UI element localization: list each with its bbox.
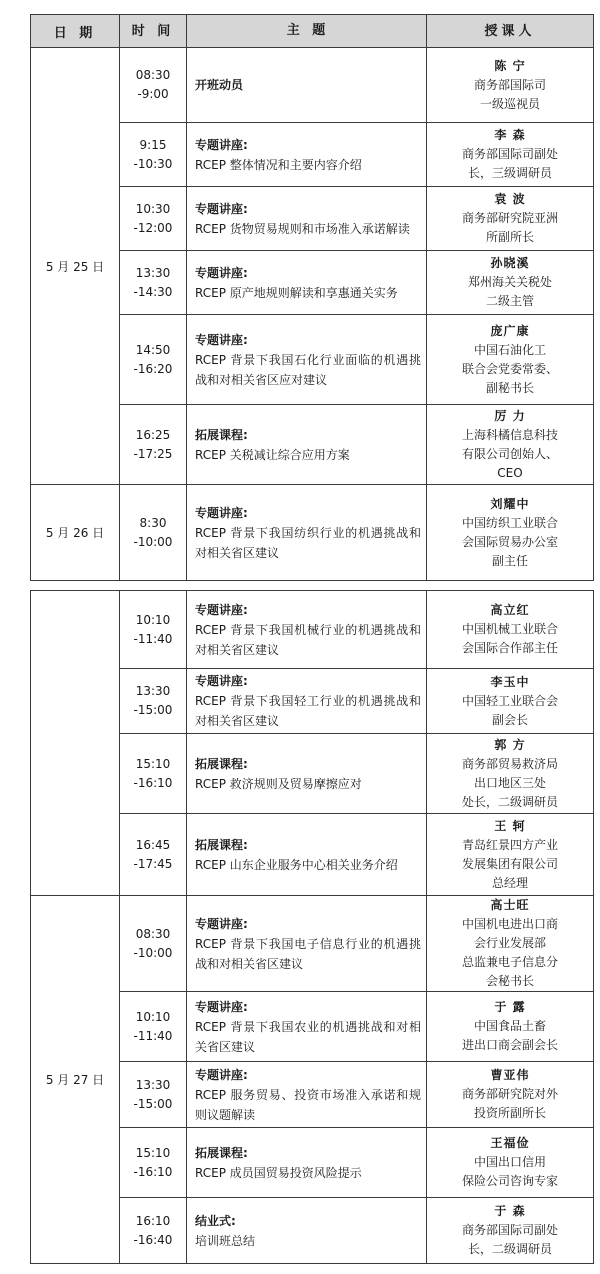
time-end: -10:00: [133, 534, 173, 549]
speaker-line: 会国际贸易办公室: [461, 534, 558, 549]
topic-cell: [187, 48, 427, 123]
topic-text: RCEP 成员国贸易投资风险提示: [195, 1165, 362, 1180]
time-cell: [120, 591, 187, 669]
speaker-line: 商务部研究院对外: [461, 1087, 558, 1101]
topic-kind: 专题讲座:: [195, 265, 248, 280]
speaker-name: 王福俭: [490, 1136, 530, 1150]
topic-kind: 专题讲座:: [195, 674, 248, 688]
speaker-name: 刘耀中: [490, 496, 530, 511]
speaker-line: 商务部国际司副处: [461, 147, 558, 161]
header-speaker: 授课人: [427, 15, 594, 48]
date-cell: 5 月 25 日: [31, 48, 120, 485]
topic-kind: 专题讲座:: [195, 332, 248, 347]
speaker-cell: [427, 1062, 594, 1128]
time-cell: [120, 896, 187, 992]
time-end: -17:25: [133, 446, 173, 461]
topic-text: RCEP 背景下我国农业的机遇挑战和对相关省区建议: [195, 1019, 421, 1054]
time-end: -17:45: [133, 856, 173, 871]
speaker-name: 高士旺: [490, 898, 530, 912]
time-cell: [120, 251, 187, 315]
speaker-line: 商务部国际司副处: [461, 1223, 558, 1237]
topic-kind: 专题讲座:: [195, 137, 248, 152]
time-end: -10:00: [133, 945, 173, 960]
speaker-line: 中国石油化工: [473, 342, 546, 357]
time-end: -16:10: [133, 1164, 173, 1179]
time-start: 15:10: [135, 756, 171, 771]
topic-text: RCEP 背景下我国纺织行业的机遇挑战和对相关省区建议: [195, 525, 421, 560]
speaker-cell: [427, 315, 594, 405]
time-cell: [120, 1062, 187, 1128]
time-start: 9:15: [139, 137, 167, 152]
time-start: 10:30: [135, 201, 171, 216]
schedule-table-part1: [30, 14, 594, 581]
speaker-cell: [427, 814, 594, 896]
topic-cell: [187, 315, 427, 405]
topic-cell: [187, 669, 427, 734]
table-row: [31, 485, 594, 581]
topic-text: RCEP 背景下我国机械行业的机遇挑战和对相关省区建议: [195, 622, 421, 657]
speaker-line: 保险公司咨询专家: [461, 1174, 558, 1188]
topic-kind: 专题讲座:: [195, 505, 248, 520]
speaker-line: 商务部研究院亚洲: [461, 211, 558, 225]
speaker-line: 总经理: [491, 875, 528, 890]
speaker-line: 处长，二级调研员: [461, 794, 558, 809]
topic-text: 开班动员: [195, 78, 244, 92]
speaker-line: 青岛红景四方产业: [461, 837, 558, 852]
table-row: [31, 48, 594, 123]
speaker-line: 二级主管: [485, 294, 534, 308]
time-end: -11:40: [133, 1028, 173, 1043]
speaker-line: 联合会党委常委、: [461, 361, 558, 376]
speaker-name: 王 轲: [494, 818, 526, 833]
speaker-name: 陈 宁: [494, 58, 526, 73]
time-cell: [120, 123, 187, 187]
time-cell: [120, 485, 187, 581]
time-cell: [120, 814, 187, 896]
time-start: 15:10: [135, 1145, 171, 1160]
speaker-line: 所副所长: [485, 230, 534, 244]
speaker-cell: [427, 669, 594, 734]
topic-text: RCEP 背景下我国石化行业面临的机遇挑战和对相关省区应对建议: [195, 352, 421, 387]
speaker-cell: [427, 123, 594, 187]
time-end: -16:10: [133, 775, 173, 790]
time-end: -11:40: [133, 631, 173, 646]
header-time: 时 间: [120, 15, 187, 48]
topic-cell: [187, 405, 427, 485]
speaker-name: 曹亚伟: [490, 1068, 530, 1082]
time-end: -16:20: [133, 361, 173, 376]
header-date: 日 期: [31, 15, 120, 48]
time-cell: [120, 48, 187, 123]
time-start: 16:45: [135, 837, 171, 852]
topic-cell: [187, 896, 427, 992]
speaker-line: CEO: [497, 465, 523, 480]
speaker-name: 孙晓溪: [490, 256, 530, 270]
topic-cell: [187, 814, 427, 896]
time-cell: [120, 187, 187, 251]
topic-kind: 专题讲座:: [195, 916, 248, 931]
topic-kind: 专题讲座:: [195, 999, 248, 1014]
topic-kind: 拓展课程:: [195, 837, 248, 852]
topic-text: RCEP 原产地规则解读和享惠通关实务: [195, 285, 398, 300]
speaker-line: 中国轻工业联合会: [461, 693, 558, 708]
time-cell: [120, 1198, 187, 1264]
time-end: -15:00: [133, 703, 173, 717]
speaker-line: 投资所副所长: [473, 1106, 546, 1120]
speaker-line: 长，三级调研员: [467, 166, 552, 180]
speaker-line: 进出口商会副会长: [461, 1038, 558, 1052]
table-row: [31, 591, 594, 669]
topic-kind: 拓展课程:: [195, 1145, 248, 1160]
topic-cell: [187, 1062, 427, 1128]
time-end: -16:40: [133, 1232, 173, 1247]
time-start: 8:30: [139, 515, 167, 530]
time-start: 16:10: [135, 1213, 171, 1228]
time-cell: [120, 315, 187, 405]
time-cell: [120, 1128, 187, 1198]
time-end: -14:30: [133, 284, 173, 299]
topic-cell: [187, 992, 427, 1062]
speaker-line: 上海科橘信息科技: [461, 427, 558, 442]
time-start: 16:25: [135, 427, 171, 442]
time-cell: [120, 405, 187, 485]
time-end: -12:00: [133, 220, 173, 235]
speaker-name: 李玉中: [490, 674, 530, 689]
topic-kind: 拓展课程:: [195, 756, 248, 771]
speaker-line: 出口地区三处: [473, 775, 546, 790]
time-start: 13:30: [135, 684, 171, 698]
topic-text: RCEP 服务贸易、投资市场准入承诺和规则议题解读: [195, 1087, 421, 1122]
time-end: -10:30: [133, 156, 173, 171]
topic-cell: [187, 591, 427, 669]
time-cell: [120, 992, 187, 1062]
topic-text: 培训班总结: [195, 1233, 256, 1248]
schedule-table-part2: [30, 590, 594, 1264]
time-start: 14:50: [135, 342, 171, 357]
speaker-line: 中国出口信用: [473, 1155, 546, 1169]
topic-cell: [187, 1198, 427, 1264]
speaker-line: 中国食品土畜: [473, 1019, 546, 1033]
time-end: -15:00: [133, 1096, 173, 1111]
speaker-line: 中国纺织工业联合: [461, 515, 558, 530]
speaker-cell: [427, 591, 594, 669]
date-cell: [31, 591, 120, 896]
speaker-name: 高立红: [490, 603, 530, 617]
speaker-cell: [427, 187, 594, 251]
speaker-line: 副会长: [491, 712, 528, 727]
topic-kind: 专题讲座:: [195, 1067, 248, 1082]
date-cell: 5 月 27 日: [31, 896, 120, 1264]
speaker-cell: [427, 251, 594, 315]
time-start: 10:10: [135, 612, 171, 627]
topic-kind: 专题讲座:: [195, 201, 248, 216]
speaker-name: 袁 波: [494, 192, 526, 206]
speaker-cell: [427, 992, 594, 1062]
speaker-cell: [427, 1198, 594, 1264]
topic-cell: [187, 734, 427, 814]
time-start: 08:30: [135, 926, 171, 941]
topic-cell: [187, 251, 427, 315]
speaker-line: 商务部国际司: [473, 77, 546, 92]
time-start: 08:30: [135, 68, 171, 82]
speaker-line: 郑州海关关税处: [467, 275, 552, 289]
topic-text: RCEP 山东企业服务中心相关业务介绍: [195, 857, 398, 872]
speaker-name: 厉 力: [494, 408, 526, 423]
speaker-line: 一级巡视员: [479, 96, 540, 111]
topic-text: RCEP 货物贸易规则和市场准入承诺解读: [195, 221, 410, 236]
topic-cell: [187, 1128, 427, 1198]
speaker-line: 会行业发展部: [473, 936, 546, 950]
time-cell: [120, 734, 187, 814]
topic-kind: 专题讲座:: [195, 602, 248, 617]
date-cell: 5 月 26 日: [31, 485, 120, 581]
topic-text: RCEP 背景下我国电子信息行业的机遇挑战和对相关省区建议: [195, 936, 421, 971]
speaker-cell: [427, 734, 594, 814]
header-topic: 主 题: [187, 15, 427, 48]
topic-text: RCEP 整体情况和主要内容介绍: [195, 157, 362, 172]
speaker-cell: [427, 485, 594, 581]
speaker-line: 商务部贸易救济局: [461, 756, 558, 771]
table-row: [31, 896, 594, 992]
speaker-line: 有限公司创始人、: [461, 446, 558, 461]
topic-kind: 拓展课程:: [195, 427, 248, 442]
speaker-line: 长，二级调研员: [467, 1242, 552, 1256]
speaker-name: 郭 方: [494, 737, 526, 752]
speaker-line: 副主任: [491, 553, 528, 568]
speaker-cell: [427, 48, 594, 123]
speaker-cell: [427, 1128, 594, 1198]
time-start: 10:10: [135, 1009, 171, 1024]
speaker-name: 李 森: [494, 128, 526, 142]
speaker-name: 庞广康: [490, 323, 530, 338]
topic-cell: [187, 485, 427, 581]
topic-cell: [187, 123, 427, 187]
speaker-line: 会秘书长: [485, 974, 534, 988]
topic-text: RCEP 救济规则及贸易摩擦应对: [195, 776, 362, 791]
time-start: 13:30: [135, 1077, 171, 1092]
speaker-cell: [427, 896, 594, 992]
speaker-name: 于 森: [494, 1204, 526, 1218]
topic-text: RCEP 关税减让综合应用方案: [195, 447, 350, 462]
speaker-line: 中国机电进出口商: [461, 917, 558, 931]
topic-kind: 结业式:: [195, 1213, 236, 1228]
topic-text: RCEP 背景下我国轻工行业的机遇挑战和对相关省区建议: [195, 694, 421, 728]
header-row: [31, 15, 594, 48]
speaker-name: 于 露: [494, 1000, 526, 1014]
time-cell: [120, 669, 187, 734]
speaker-line: 发展集团有限公司: [461, 856, 558, 871]
topic-cell: [187, 187, 427, 251]
time-start: 13:30: [135, 265, 171, 280]
speaker-line: 总监兼电子信息分: [461, 955, 558, 969]
speaker-cell: [427, 405, 594, 485]
speaker-line: 中国机械工业联合: [461, 622, 558, 636]
time-end: -9:00: [137, 87, 169, 101]
speaker-line: 会国际合作部主任: [461, 641, 558, 655]
speaker-line: 副秘书长: [485, 380, 534, 395]
